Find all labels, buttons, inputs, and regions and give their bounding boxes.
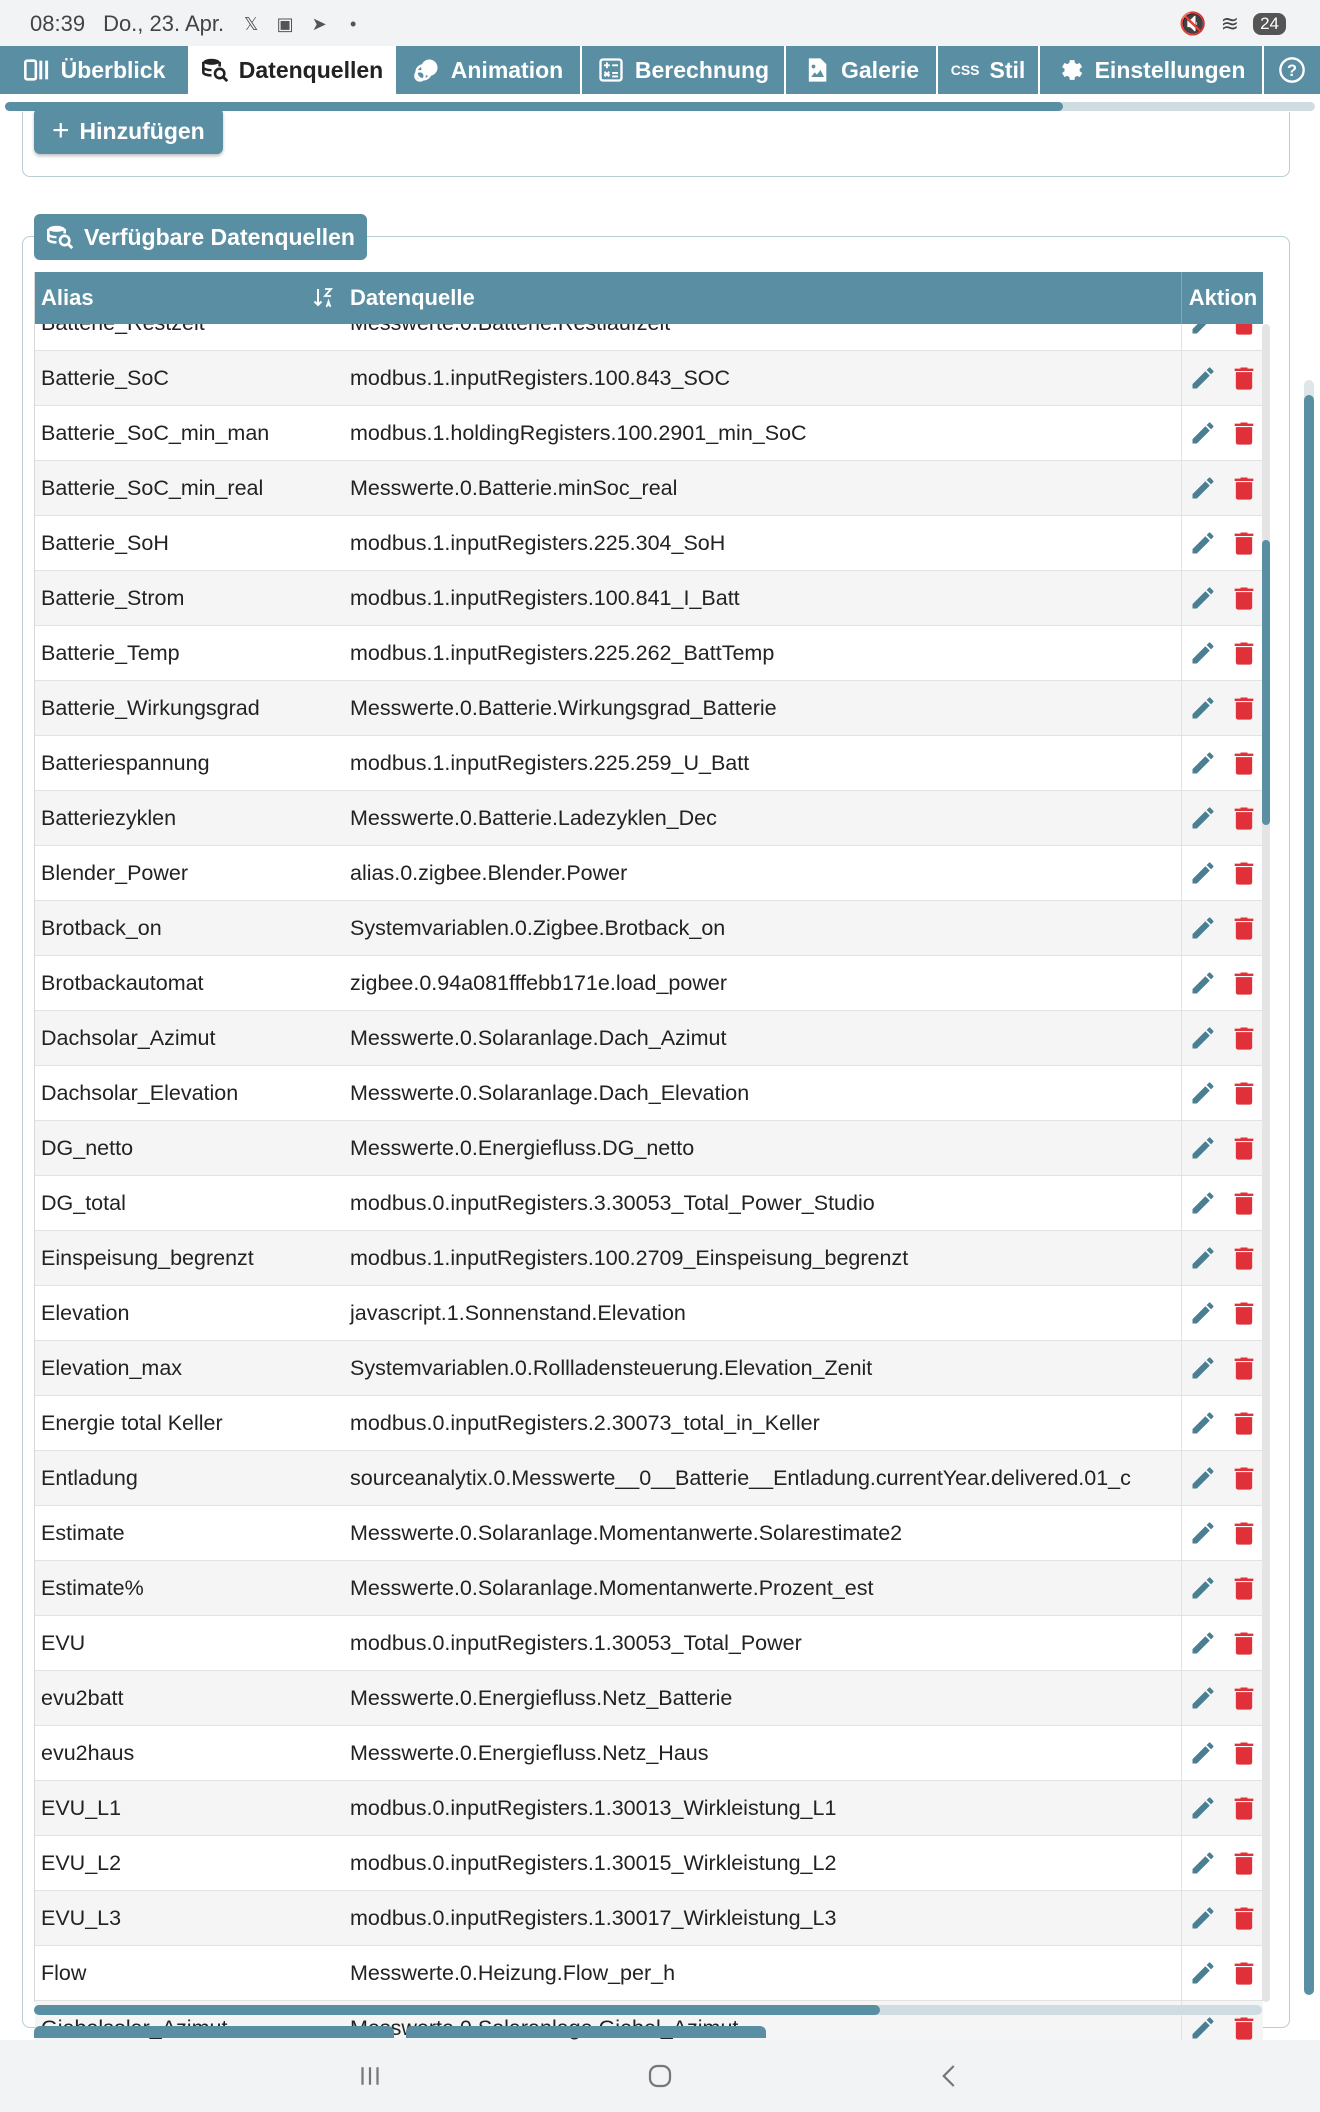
- edit-pencil-icon[interactable]: [1188, 1518, 1218, 1548]
- row-alias: Elevation_max: [41, 1355, 183, 1380]
- delete-trash-icon[interactable]: [1229, 583, 1259, 613]
- delete-trash-icon[interactable]: [1229, 1078, 1259, 1108]
- wifi-icon: ≋: [1220, 11, 1240, 36]
- row-source: modbus.0.inputRegisters.1.30015_Wirkleistung_L2: [350, 1850, 837, 1875]
- tab-style[interactable]: [938, 46, 1040, 94]
- database-search-icon: [46, 223, 74, 251]
- table-row[interactable]: [35, 736, 1263, 791]
- main-nav: [0, 46, 1320, 94]
- row-alias: Batteriespannung: [41, 750, 210, 775]
- tab-label: Berechnung: [634, 56, 770, 83]
- table-row[interactable]: [35, 406, 1263, 461]
- delete-trash-icon[interactable]: [1229, 1573, 1259, 1603]
- system-nav-bar: [0, 2040, 1320, 2112]
- table-row[interactable]: [35, 516, 1263, 571]
- tab-datasources[interactable]: [190, 46, 396, 94]
- row-source: alias.0.zigbee.Blender.Power: [350, 860, 628, 885]
- edit-pencil-icon[interactable]: [1188, 1903, 1218, 1933]
- add-button-label: Hinzufügen: [79, 117, 205, 144]
- row-source: modbus.1.inputRegisters.100.2709_Einspeisung_begrenzt: [350, 1245, 909, 1270]
- tab-gallery[interactable]: [786, 46, 938, 94]
- table-row[interactable]: [35, 1561, 1263, 1616]
- partial-button-left[interactable]: [34, 2026, 394, 2038]
- row-actions: [1181, 1506, 1264, 1560]
- edit-pencil-icon[interactable]: [1188, 1133, 1218, 1163]
- edit-pencil-icon[interactable]: [1188, 1298, 1218, 1328]
- table-row[interactable]: [35, 1341, 1263, 1396]
- row-source: modbus.1.inputRegisters.225.262_BattTemp: [350, 640, 775, 665]
- tab-label: Animation: [450, 56, 564, 83]
- row-alias: Batterie_Wirkungsgrad: [41, 695, 260, 720]
- row-source: javascript.1.Sonnenstand.Elevation: [350, 1300, 686, 1325]
- row-actions: [1181, 1561, 1264, 1615]
- edit-pencil-icon[interactable]: [1188, 1023, 1218, 1053]
- row-actions: [1181, 1176, 1264, 1230]
- status-date: Do., 23. Apr.: [103, 11, 225, 36]
- edit-pencil-icon[interactable]: [1188, 1463, 1218, 1493]
- delete-trash-icon[interactable]: [1229, 1683, 1259, 1713]
- status-bar: [0, 0, 1320, 48]
- row-source: Messwerte.0.Heizung.Flow_per_h: [350, 1960, 676, 1985]
- table-row[interactable]: [35, 901, 1263, 956]
- database-search-icon: [201, 56, 229, 84]
- delete-trash-icon[interactable]: [1229, 858, 1259, 888]
- row-source: modbus.0.inputRegisters.2.30073_total_in_Keller: [350, 1410, 820, 1435]
- row-alias: Brotbackautomat: [41, 970, 204, 995]
- battery-indicator: 24: [1253, 13, 1286, 35]
- table-row[interactable]: [35, 626, 1263, 681]
- edit-pencil-icon[interactable]: [1188, 2013, 1218, 2043]
- row-alias: Batterie_SoC_min_real: [41, 475, 264, 500]
- delete-trash-icon[interactable]: [1229, 913, 1259, 943]
- delete-trash-icon[interactable]: [1229, 1408, 1259, 1438]
- row-actions: [1181, 1341, 1264, 1395]
- delete-trash-icon[interactable]: [1229, 1518, 1259, 1548]
- table-row[interactable]: [35, 461, 1263, 516]
- row-source: Messwerte.0.Batterie.Wirkungsgrad_Batterie: [350, 695, 777, 720]
- table-row[interactable]: [35, 1891, 1263, 1946]
- edit-pencil-icon[interactable]: [1188, 1793, 1218, 1823]
- table-row[interactable]: [35, 681, 1263, 736]
- row-alias: Flow: [41, 1960, 87, 1985]
- delete-trash-icon[interactable]: [1229, 363, 1259, 393]
- row-actions: [1181, 1011, 1264, 1065]
- tab-label: Galerie: [841, 56, 919, 83]
- table-row[interactable]: [35, 791, 1263, 846]
- row-source: Systemvariablen.0.Zigbee.Brotback_on: [350, 915, 726, 940]
- table-row[interactable]: [35, 1121, 1263, 1176]
- edit-pencil-icon[interactable]: [1188, 1958, 1218, 1988]
- partial-button-right[interactable]: [406, 2026, 766, 2038]
- row-actions: [1181, 791, 1264, 845]
- row-source: Messwerte.0.Solaranlage.Dach_Elevation: [350, 1080, 750, 1105]
- delete-trash-icon[interactable]: [1229, 1628, 1259, 1658]
- row-source: Messwerte.0.Energiefluss.Netz_Batterie: [350, 1685, 733, 1710]
- delete-trash-icon[interactable]: [1229, 748, 1259, 778]
- row-alias: Entladung: [41, 1465, 138, 1490]
- row-actions: [1181, 1231, 1264, 1285]
- row-alias: Batterie_SoH: [41, 530, 169, 555]
- table-row[interactable]: [35, 956, 1263, 1011]
- table-row[interactable]: [35, 846, 1263, 901]
- table-row[interactable]: [35, 1616, 1263, 1671]
- table-row[interactable]: [35, 1231, 1263, 1286]
- row-actions: [1181, 1836, 1264, 1890]
- row-source: modbus.0.inputRegisters.1.30017_Wirkleistung_L3: [350, 1905, 837, 1930]
- row-source: Messwerte.0.Solaranlage.Momentanwerte.Prozent_est: [350, 1575, 874, 1600]
- row-source: modbus.1.inputRegisters.225.304_SoH: [350, 530, 726, 555]
- table-row[interactable]: [35, 351, 1263, 406]
- edit-pencil-icon[interactable]: [1188, 1738, 1218, 1768]
- row-actions: [1181, 956, 1264, 1010]
- delete-trash-icon[interactable]: [1229, 803, 1259, 833]
- edit-pencil-icon[interactable]: [1188, 363, 1218, 393]
- edit-pencil-icon[interactable]: [1188, 473, 1218, 503]
- edit-pencil-icon[interactable]: [1188, 748, 1218, 778]
- table-row[interactable]: [35, 571, 1263, 626]
- table-row[interactable]: [35, 1726, 1263, 1781]
- edit-pencil-icon[interactable]: [1188, 968, 1218, 998]
- delete-trash-icon[interactable]: [1229, 1793, 1259, 1823]
- delete-trash-icon[interactable]: [1229, 1133, 1259, 1163]
- row-actions: [1181, 1451, 1264, 1505]
- row-alias: Brotback_on: [41, 915, 162, 940]
- edit-pencil-icon[interactable]: [1188, 1408, 1218, 1438]
- table-row[interactable]: [35, 1176, 1263, 1231]
- row-actions: [1181, 1616, 1264, 1670]
- row-actions: [1181, 1066, 1264, 1120]
- status-time: 08:39: [30, 11, 86, 36]
- mute-icon: 🔇: [1179, 11, 1207, 36]
- row-alias: evu2haus: [41, 1740, 135, 1765]
- notification-icons: [238, 11, 366, 37]
- row-alias: Batterie_SoC_min_man: [41, 420, 270, 445]
- row-alias: Blender_Power: [41, 860, 189, 885]
- table-row[interactable]: [35, 1946, 1263, 2001]
- row-source: zigbee.0.94a081fffebb171e.load_power: [350, 970, 727, 995]
- panel-title-label: Verfügbare Datenquellen: [84, 223, 355, 250]
- delete-trash-icon[interactable]: [1229, 693, 1259, 723]
- delete-trash-icon[interactable]: [1229, 1848, 1259, 1878]
- row-alias: Energie total Keller: [41, 1410, 223, 1435]
- row-actions: [1181, 626, 1264, 680]
- row-actions: [1181, 571, 1264, 625]
- row-source: Messwerte.0.Solaranlage.Dach_Azimut: [350, 1025, 727, 1050]
- tab-label: Datenquellen: [238, 56, 384, 83]
- row-actions: [1181, 1286, 1264, 1340]
- row-alias: Estimate: [41, 1520, 125, 1545]
- row-source: modbus.1.inputRegisters.100.843_SOC: [350, 365, 731, 390]
- table-row[interactable]: [35, 1011, 1263, 1066]
- edit-pencil-icon[interactable]: [1188, 858, 1218, 888]
- row-source: Messwerte.0.Energiefluss.Netz_Haus: [350, 1740, 709, 1765]
- row-source: sourceanalytix.0.Messwerte__0__Batterie__Entladung.currentYear.delivered.01_c: [350, 1465, 1131, 1490]
- row-alias: Batteriezyklen: [41, 805, 177, 830]
- edit-pencil-icon[interactable]: [1188, 1573, 1218, 1603]
- row-actions: [1181, 846, 1264, 900]
- row-source: modbus.0.inputRegisters.3.30053_Total_Power_Studio: [350, 1190, 875, 1215]
- edit-pencil-icon[interactable]: [1188, 913, 1218, 943]
- header-alias[interactable]: Alias: [41, 285, 94, 310]
- row-alias: EVU: [41, 1630, 86, 1655]
- delete-trash-icon[interactable]: [1229, 968, 1259, 998]
- row-actions: [1181, 1121, 1264, 1175]
- screenshot-icon: ▣: [276, 13, 294, 34]
- tab-label: Stil: [989, 56, 1026, 83]
- delete-trash-icon[interactable]: [1229, 418, 1259, 448]
- edit-pencil-icon[interactable]: [1188, 1848, 1218, 1878]
- row-source: modbus.1.inputRegisters.225.259_U_Batt: [350, 750, 750, 775]
- x-app-icon: 𝕏: [243, 13, 259, 34]
- tab-settings[interactable]: [1040, 46, 1264, 94]
- row-source: modbus.1.inputRegisters.100.841_I_Batt: [350, 585, 740, 610]
- edit-pencil-icon[interactable]: [1188, 583, 1218, 613]
- tab-label: Einstellungen: [1094, 56, 1246, 83]
- page-scrollbar-thumb[interactable]: [1304, 395, 1314, 1995]
- edit-pencil-icon[interactable]: [1188, 1683, 1218, 1713]
- delete-trash-icon[interactable]: [1229, 1738, 1259, 1768]
- calculator-icon: [597, 56, 625, 84]
- row-source: modbus.0.inputRegisters.1.30053_Total_Power: [350, 1630, 802, 1655]
- back-icon[interactable]: [930, 2056, 970, 2096]
- row-actions: [1181, 1946, 1264, 2000]
- gallery-icon: [803, 56, 831, 84]
- delete-trash-icon[interactable]: [1229, 1243, 1259, 1273]
- edit-pencil-icon[interactable]: [1188, 1078, 1218, 1108]
- row-actions: [1181, 901, 1264, 955]
- sort-ascending-icon[interactable]: [311, 272, 339, 324]
- panel-title: [34, 214, 367, 260]
- row-alias: DG_total: [41, 1190, 126, 1215]
- edit-pencil-icon[interactable]: [1188, 693, 1218, 723]
- row-alias: Batterie_Strom: [41, 585, 185, 610]
- row-alias: DG_netto: [41, 1135, 134, 1160]
- delete-trash-icon[interactable]: [1229, 2013, 1259, 2043]
- table-header: [35, 272, 1263, 324]
- edit-pencil-icon[interactable]: [1188, 418, 1218, 448]
- header-source[interactable]: Datenquelle: [350, 285, 475, 310]
- tab-label: Überblick: [60, 56, 166, 83]
- table-body: [35, 324, 1263, 2056]
- row-actions: [1181, 1671, 1264, 1725]
- more-dot-icon: •: [349, 13, 357, 34]
- row-alias: Estimate%: [41, 1575, 144, 1600]
- animation-icon: [413, 56, 441, 84]
- row-source: modbus.1.holdingRegisters.100.2901_min_SoC: [350, 420, 807, 445]
- edit-pencil-icon[interactable]: [1188, 1243, 1218, 1273]
- row-actions: [1181, 351, 1264, 405]
- row-actions: [1181, 736, 1264, 790]
- row-source: modbus.0.inputRegisters.1.30013_Wirkleistung_L1: [350, 1795, 837, 1820]
- row-source: Messwerte.0.Energiefluss.DG_netto: [350, 1135, 695, 1160]
- table-horizontal-scrollbar-thumb[interactable]: [34, 2005, 880, 2015]
- edit-pencil-icon[interactable]: [1188, 638, 1218, 668]
- header-action: Aktion: [1181, 272, 1264, 324]
- table-row[interactable]: [35, 1286, 1263, 1341]
- table-vertical-scrollbar-thumb[interactable]: [1262, 540, 1270, 825]
- edit-pencil-icon[interactable]: [1188, 1353, 1218, 1383]
- add-button[interactable]: [34, 108, 223, 154]
- table-row[interactable]: [35, 1781, 1263, 1836]
- row-actions: [1181, 1726, 1264, 1780]
- edit-pencil-icon[interactable]: [1188, 803, 1218, 833]
- row-actions: [1181, 1781, 1264, 1835]
- table-row[interactable]: [35, 1836, 1263, 1891]
- row-actions: [1181, 406, 1264, 460]
- delete-trash-icon[interactable]: [1229, 1298, 1259, 1328]
- row-source: Systemvariablen.0.Rollladensteuerung.Elevation_Zenit: [350, 1355, 873, 1380]
- delete-trash-icon[interactable]: [1229, 1353, 1259, 1383]
- css-icon: CSS: [950, 62, 980, 78]
- table-row[interactable]: [35, 1396, 1263, 1451]
- table-row[interactable]: [35, 1506, 1263, 1561]
- delete-trash-icon[interactable]: [1229, 1188, 1259, 1218]
- tab-help[interactable]: [1264, 46, 1320, 94]
- delete-trash-icon[interactable]: [1229, 1903, 1259, 1933]
- table-row[interactable]: [35, 1671, 1263, 1726]
- table-row[interactable]: [35, 1451, 1263, 1506]
- row-source: Messwerte.0.Batterie.Ladezyklen_Dec: [350, 805, 717, 830]
- tab-calculation[interactable]: [582, 46, 786, 94]
- row-alias: Dachsolar_Elevation: [41, 1080, 239, 1105]
- delete-trash-icon[interactable]: [1229, 528, 1259, 558]
- datasources-table: [34, 272, 1263, 2002]
- row-actions: [1181, 681, 1264, 735]
- gear-icon: [1057, 56, 1085, 84]
- table-row[interactable]: [35, 1066, 1263, 1121]
- row-source: Messwerte.0.Batterie.minSoc_real: [350, 475, 678, 500]
- row-alias: Batterie_Temp: [41, 640, 180, 665]
- row-alias: EVU_L2: [41, 1850, 122, 1875]
- edit-pencil-icon[interactable]: [1188, 1628, 1218, 1658]
- delete-trash-icon[interactable]: [1229, 473, 1259, 503]
- recent-apps-icon[interactable]: [350, 2056, 390, 2096]
- telegram-icon: ➤: [311, 13, 327, 34]
- row-alias: Einspeisung_begrenzt: [41, 1245, 254, 1270]
- delete-trash-icon[interactable]: [1229, 1463, 1259, 1493]
- row-alias: EVU_L3: [41, 1905, 122, 1930]
- overview-icon: [23, 56, 51, 84]
- row-source: Messwerte.0.Solaranlage.Momentanwerte.Solarestimate2: [350, 1520, 903, 1545]
- row-actions: [1181, 1891, 1264, 1945]
- row-alias: EVU_L1: [41, 1795, 122, 1820]
- svg-text:?: ?: [1287, 61, 1297, 80]
- edit-pencil-icon[interactable]: [1188, 528, 1218, 558]
- row-actions: [1181, 516, 1264, 570]
- row-actions: [1181, 1396, 1264, 1450]
- help-icon: [1278, 56, 1306, 84]
- row-alias: evu2batt: [41, 1685, 124, 1710]
- delete-trash-icon[interactable]: [1229, 638, 1259, 668]
- delete-trash-icon[interactable]: [1229, 1958, 1259, 1988]
- row-alias: Batterie_SoC: [41, 365, 169, 390]
- delete-trash-icon[interactable]: [1229, 1023, 1259, 1053]
- home-icon[interactable]: [640, 2056, 680, 2096]
- tab-animation[interactable]: [396, 46, 582, 94]
- tab-overview[interactable]: [0, 46, 190, 94]
- plus-icon: +: [52, 114, 70, 147]
- row-alias: Dachsolar_Azimut: [41, 1025, 216, 1050]
- row-actions: [1181, 461, 1264, 515]
- row-alias: Elevation: [41, 1300, 130, 1325]
- edit-pencil-icon[interactable]: [1188, 1188, 1218, 1218]
